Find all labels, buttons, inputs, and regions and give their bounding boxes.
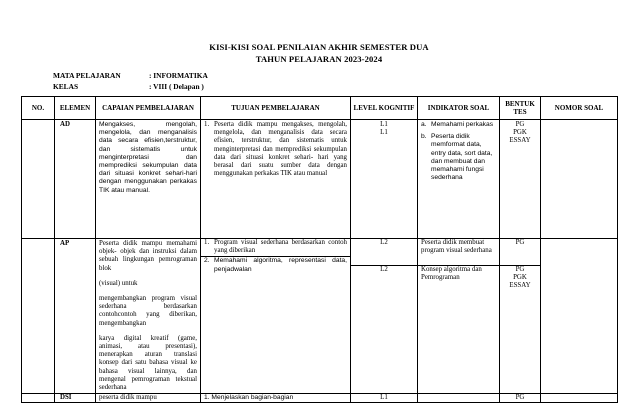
header-elemen: ELEMEN bbox=[55, 97, 96, 120]
class-label: KELAS bbox=[53, 82, 79, 91]
cell-indikator bbox=[418, 239, 500, 394]
cell-capaian: Mengakses, mengolah, mengelola, dan menganalisis data secara efisien,terstruktur, dan sistematis untuk menginterpretasi dan memprediksi sekumpulan data dari situasi konkret sehari-hari dengan menggunakan perkakas TIK atau manual. bbox=[96, 120, 201, 239]
cell-elemen: AD bbox=[55, 120, 96, 239]
indikator-text: Peserta didik memformat data, entry data, sort data, dan membuat dan memahami fungsi sederhana bbox=[431, 133, 493, 182]
subject-meta bbox=[53, 71, 208, 80]
cell-indikator bbox=[418, 394, 500, 403]
class-meta bbox=[53, 82, 204, 91]
kisi-kisi-table bbox=[21, 96, 618, 403]
bentuk-value: PGK bbox=[513, 129, 527, 137]
cell-elemen: AP bbox=[55, 239, 96, 394]
header-capaian: CAPAIAN PEMBELAJARAN bbox=[96, 97, 201, 120]
bentuk-value: ESSAY bbox=[509, 137, 531, 145]
cell-nomor bbox=[541, 120, 618, 239]
bentuk-value: PGK bbox=[513, 274, 527, 282]
cell-nomor bbox=[541, 239, 618, 394]
header-bentuk: BENTUK TES bbox=[500, 97, 541, 120]
bentuk-value: PG bbox=[515, 266, 525, 273]
indikator-letter: a. bbox=[421, 121, 427, 128]
header-no: NO. bbox=[22, 97, 55, 120]
cell-capaian: peserta didik mampu bbox=[96, 394, 201, 403]
tujuan-text: Program visual sederhana berdasarkan contoh yang diberikan bbox=[214, 239, 347, 255]
level-value: L1 bbox=[380, 121, 388, 128]
cell-indikator bbox=[418, 120, 500, 239]
indikator-letter: b. bbox=[421, 133, 427, 141]
class-value: : VIII ( Delapan ) bbox=[149, 82, 204, 91]
header-row bbox=[22, 97, 618, 120]
capaian-paragraph: mengembangkan program visual sederhana berdasarkan contohcontoh yang diberikan, mengembangkan bbox=[99, 295, 197, 327]
cell-elemen: DSI bbox=[55, 394, 96, 403]
tujuan-text: Peserta didik mampu mengakses, mengolah, mengelola, dan menganalisis data secara efisien, terstruktur, dan sistematis untuk menginterpretasi dan memprediksi sekumpulan data dari situasi konkret sehari- hari yang berasal dari suatu sumber data dengan menggunakan perkakas TIK atau manual bbox=[214, 121, 347, 178]
tujuan-text: Memahami algoritma, representasi data, penjadwalan bbox=[214, 257, 347, 273]
level-value: L2 bbox=[351, 239, 417, 266]
cell-tujuan: 1. Menjelaskan bagian-bagian bbox=[201, 394, 351, 403]
header-indikator: INDIKATOR SOAL bbox=[418, 97, 500, 120]
cell-capaian bbox=[96, 239, 201, 394]
bentuk-value: PG bbox=[515, 121, 525, 128]
cell-bentuk bbox=[500, 120, 541, 239]
header-nomor: NOMOR SOAL bbox=[541, 97, 618, 120]
table-row-ap bbox=[22, 239, 618, 394]
indikator-text: Peserta didik membuat program visual sederhana bbox=[418, 239, 499, 266]
cell-no bbox=[22, 239, 55, 394]
cell-no bbox=[22, 394, 55, 403]
bentuk-value: ESSAY bbox=[509, 282, 531, 290]
bentuk-value: PG bbox=[500, 239, 540, 266]
header-tujuan: TUJUAN PEMBELAJARAN bbox=[201, 97, 351, 120]
capaian-paragraph: Peserta didik mampu memahami objek- objek dan instruksi dalam sebuah lingkungan pemrograman blok bbox=[99, 240, 197, 272]
table-row-dsi bbox=[22, 394, 618, 403]
cell-level bbox=[351, 239, 418, 394]
capaian-paragraph: karya digital kreatif (game, animasi, atau presentasi), menerapkan aturan translasi konsep dari satu bahasa visual ke bahasa visual lainnya, dan mengenal pemrograman tekstual sederhana bbox=[99, 334, 197, 392]
cell-tujuan bbox=[201, 120, 351, 239]
tujuan-number: 1. bbox=[204, 121, 210, 128]
level-value: L2 bbox=[380, 266, 388, 273]
cell-nomor bbox=[541, 394, 618, 403]
indikator-text: Konsep algoritma dan Pemrograman bbox=[421, 266, 482, 282]
level-value: L1 bbox=[380, 129, 388, 137]
header-level: LEVEL KOGNITIF bbox=[351, 97, 418, 120]
document-subtitle: TAHUN PELAJARAN 2023-2024 bbox=[255, 54, 383, 64]
cell-bentuk: PG bbox=[500, 394, 541, 403]
indikator-text: Memahami perkakas bbox=[431, 121, 494, 128]
tujuan-number: 2. bbox=[204, 257, 210, 265]
cell-tujuan bbox=[201, 239, 351, 394]
cell-no bbox=[22, 120, 55, 239]
cell-level: L1 bbox=[351, 394, 418, 403]
table-row-ad bbox=[22, 120, 618, 239]
capaian-paragraph: (visual) untuk bbox=[99, 279, 138, 287]
cell-level bbox=[351, 120, 418, 239]
cell-bentuk bbox=[500, 239, 541, 394]
tujuan-number: 1. bbox=[204, 239, 210, 246]
subject-value: : INFORMATIKA bbox=[149, 71, 208, 80]
subject-label: MATA PELAJARAN bbox=[53, 71, 121, 80]
document-title: KISI-KISI SOAL PENILAIAN AKHIR SEMESTER DUA bbox=[209, 42, 429, 52]
